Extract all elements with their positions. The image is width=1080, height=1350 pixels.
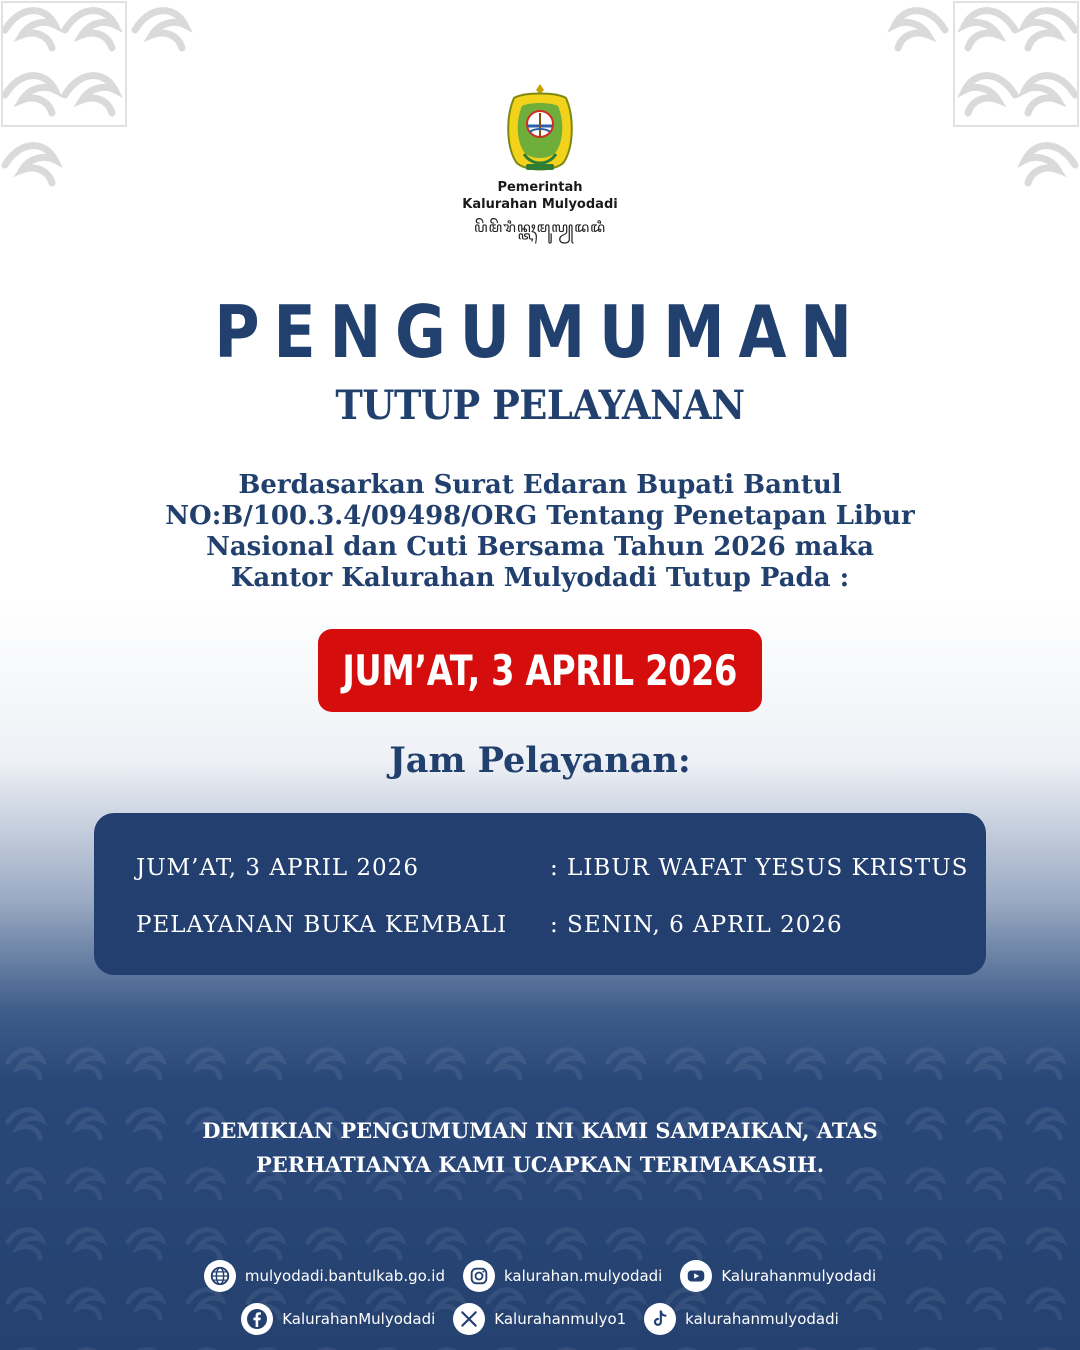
- instagram-text: kalurahan.mulyodadi: [503, 1267, 663, 1285]
- tiktok-icon: [644, 1303, 676, 1335]
- intro-line: Berdasarkan Surat Edaran Bupati Bantul: [238, 470, 842, 500]
- schedule-label: PELAYANAN BUKA KEMBALI: [136, 912, 508, 938]
- schedule-label: JUM’AT, 3 APRIL 2026: [136, 855, 419, 881]
- javanese-script-label: ꦥꦼꦩꦼꦫꦶꦤ꧀ꦠꦃꦩꦸꦭꦾꦢꦢꦶ: [474, 220, 606, 236]
- announcement-title: PENGUMUMAN: [214, 290, 866, 374]
- closure-date-text: JUM’AT, 3 APRIL 2026: [342, 646, 738, 695]
- announcement-intro: [120, 470, 960, 594]
- service-hours-heading: Jam Pelayanan:: [389, 740, 691, 781]
- government-label: Pemerintah: [497, 180, 583, 195]
- kalurahan-name-label: Kalurahan Mulyodadi: [462, 197, 618, 212]
- facebook-icon: [241, 1303, 273, 1335]
- globe-icon: [204, 1260, 236, 1292]
- closing-line: DEMIKIAN PENGUMUMAN INI KAMI SAMPAIKAN, ATAS: [202, 1118, 878, 1143]
- intro-line: NO:B/100.3.4/09498/ORG Tentang Penetapan Libur: [165, 501, 915, 531]
- x-icon: [453, 1303, 485, 1335]
- kalurahan-crest-icon: [504, 82, 576, 178]
- website-text: mulyodadi.bantulkab.go.id: [244, 1267, 445, 1285]
- schedule-panel: [94, 813, 986, 975]
- closure-date-badge: [318, 629, 762, 712]
- intro-line: Kantor Kalurahan Mulyodadi Tutup Pada :: [230, 563, 850, 593]
- social-links-row: [0, 1303, 1080, 1335]
- website-link[interactable]: [204, 1260, 445, 1292]
- facebook-text: KalurahanMulyodadi: [282, 1310, 436, 1328]
- youtube-text: Kalurahanmulyodadi: [721, 1267, 877, 1285]
- intro-line: Nasional dan Cuti Bersama Tahun 2026 maka: [206, 532, 874, 562]
- facebook-link[interactable]: [241, 1303, 435, 1335]
- schedule-value: : LIBUR WAFAT YESUS KRISTUS: [550, 855, 969, 881]
- schedule-value: : SENIN, 6 APRIL 2026: [550, 912, 843, 938]
- batik-corner-pattern-left: [0, 0, 210, 210]
- tiktok-text: kalurahanmulyodadi: [685, 1310, 839, 1328]
- tiktok-link[interactable]: [644, 1303, 839, 1335]
- closing-message: [0, 1114, 1080, 1182]
- closing-line: PERHATIANYA KAMI UCAPKAN TERIMAKASIH.: [255, 1152, 825, 1177]
- youtube-icon: [680, 1260, 712, 1292]
- youtube-link[interactable]: [680, 1260, 876, 1292]
- instagram-link[interactable]: [463, 1260, 662, 1292]
- announcement-subtitle: TUTUP PELAYANAN: [335, 382, 745, 429]
- social-links-row: [0, 1260, 1080, 1292]
- batik-corner-pattern-right: [870, 0, 1080, 210]
- instagram-icon: [463, 1260, 495, 1292]
- x-text: Kalurahanmulyo1: [494, 1310, 627, 1328]
- x-link[interactable]: [453, 1303, 626, 1335]
